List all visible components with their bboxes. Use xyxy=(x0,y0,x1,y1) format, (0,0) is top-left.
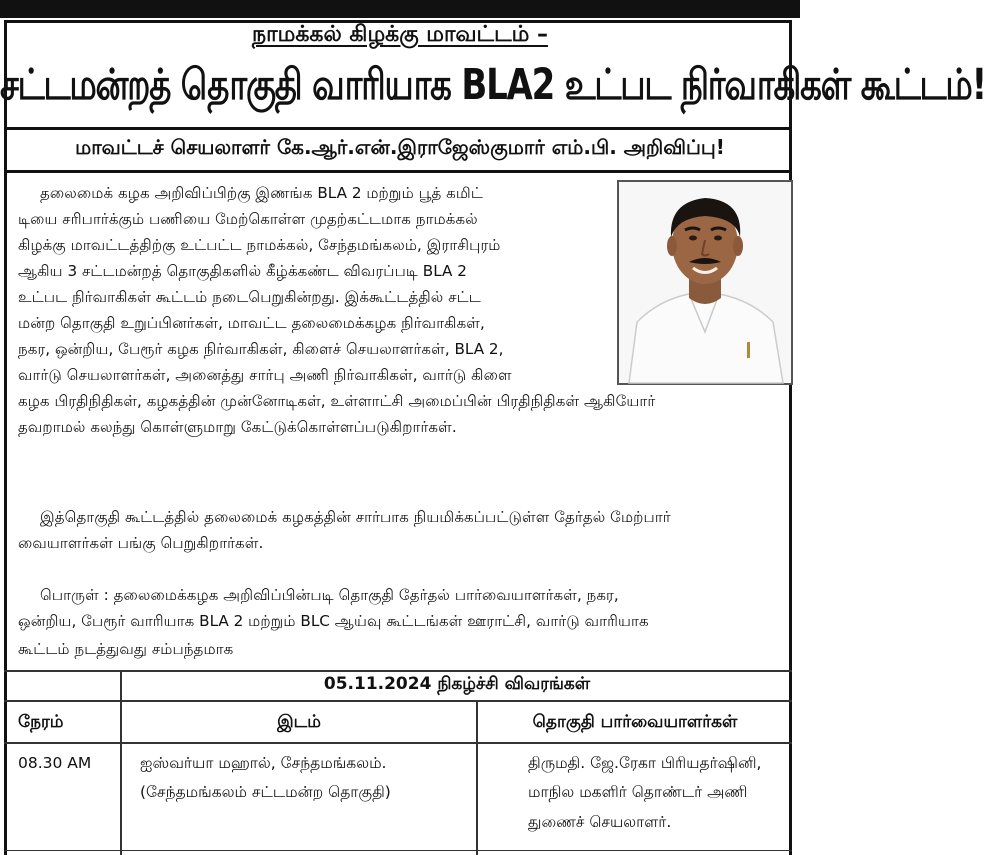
top-border-bar xyxy=(0,0,800,18)
headline: சட்டமன்றத் தொகுதி வாரியாக BLA2 உட்பட நிர்வாகிகள் கூட்டம்! xyxy=(0,60,986,110)
portrait-photo xyxy=(617,180,793,385)
district-kicker: நாமக்கல் கிழக்கு மாவட்டம் – xyxy=(252,22,548,47)
paragraph-line: கூட்டம் நடத்துவது சம்பந்தமாக xyxy=(18,640,234,658)
paragraph-line: உட்பட நிர்வாகிகள் கூட்டம் நடைபெறுகின்றது. இக்கூட்டத்தில் சட்ட xyxy=(18,288,481,306)
row-observer-line: மாநில மகளிர் தொண்டர் அணி xyxy=(528,783,748,801)
row-observer-line: துணைச் செயலாளர். xyxy=(528,813,672,831)
divider xyxy=(4,170,792,173)
divider xyxy=(4,127,792,130)
row-venue-line: (சேந்தமங்கலம் சட்டமன்ற தொகுதி) xyxy=(140,783,391,801)
paragraph-line: தவறாமல் கலந்து கொள்ளுமாறு கேட்டுக்கொள்ளப்படுகிறார்கள். xyxy=(18,418,457,436)
schedule-date-heading: 05.11.2024 நிகழ்ச்சி விவரங்கள் xyxy=(323,674,591,694)
paragraph-line: வார்டு செயலாளர்கள், அனைத்து சார்பு அணி நிர்வாகிகள், வார்டு கிளை xyxy=(18,366,512,384)
paragraph-line: டியை சரிபார்க்கும் பணியை மேற்கொள்ள முதற்கட்டமாக நாமக்கல் xyxy=(18,210,478,228)
paragraph-line: ஒன்றிய, பேரூர் வாரியாக BLA 2 மற்றும் BLC ஆய்வு கூட்டங்கள் ஊராட்சி, வார்டு வாரியாக xyxy=(18,612,649,630)
paragraph-line: வையாளர்கள் பங்கு பெறுகிறார்கள். xyxy=(18,534,264,552)
column-header-time: நேரம் xyxy=(18,712,64,732)
paragraph-line: கழக பிரதிநிதிகள், கழகத்தின் முன்னோடிகள், உள்ளாட்சி அமைப்பின் பிரதிநிதிகள் ஆகியோர் xyxy=(18,392,656,410)
paragraph-line: பொருள் : தலைமைக்கழக அறிவிப்பின்படி தொகுதி தேர்தல் பார்வையாளர்கள், நகர, xyxy=(40,586,619,604)
column-header-venue: இடம் xyxy=(277,712,321,732)
paragraph-line: கிழக்கு மாவட்டத்திற்கு உட்பட்ட நாமக்கல், சேந்தமங்கலம், இராசிபுரம் xyxy=(18,236,501,254)
paragraph-line: ஆகிய 3 சட்டமன்றத் தொகுதிகளில் கீழ்க்கண்ட விவரப்படி BLA 2 xyxy=(18,262,467,280)
paragraph-line: இத்தொகுதி கூட்டத்தில் தலைமைக் கழகத்தின் சார்பாக நியமிக்கப்பட்டுள்ள தேர்தல் மேற்பார் xyxy=(40,508,671,526)
paragraph-line: மன்ற தொகுதி உறுப்பினர்கள், மாவட்ட தலைமைக்கழக நிர்வாகிகள், xyxy=(18,314,485,332)
row-venue-line: ஐஸ்வர்யா மஹால், சேந்தமங்கலம். xyxy=(140,754,387,772)
subheadline: மாவட்டச் செயலாளர் கே.ஆர்.என்.இராஜேஸ்குமார் எம்.பி. அறிவிப்பு! xyxy=(75,135,725,159)
row-time: 08.30 AM xyxy=(18,754,92,772)
paragraph-line: நகர, ஒன்றிய, பேரூர் கழக நிர்வாகிகள், கிளைச் செயலாளர்கள், BLA 2, xyxy=(18,340,504,358)
portrait-image xyxy=(619,182,791,383)
paragraph-line: தலைமைக் கழக அறிவிப்பிற்கு இணங்க BLA 2 மற்றும் பூத் கமிட் xyxy=(40,184,483,202)
column-header-observers: தொகுதி பார்வையாளர்கள் xyxy=(532,712,738,732)
row-observer-line: திருமதி. ஜே.ரேகா பிரியதர்ஷினி, xyxy=(528,754,762,772)
